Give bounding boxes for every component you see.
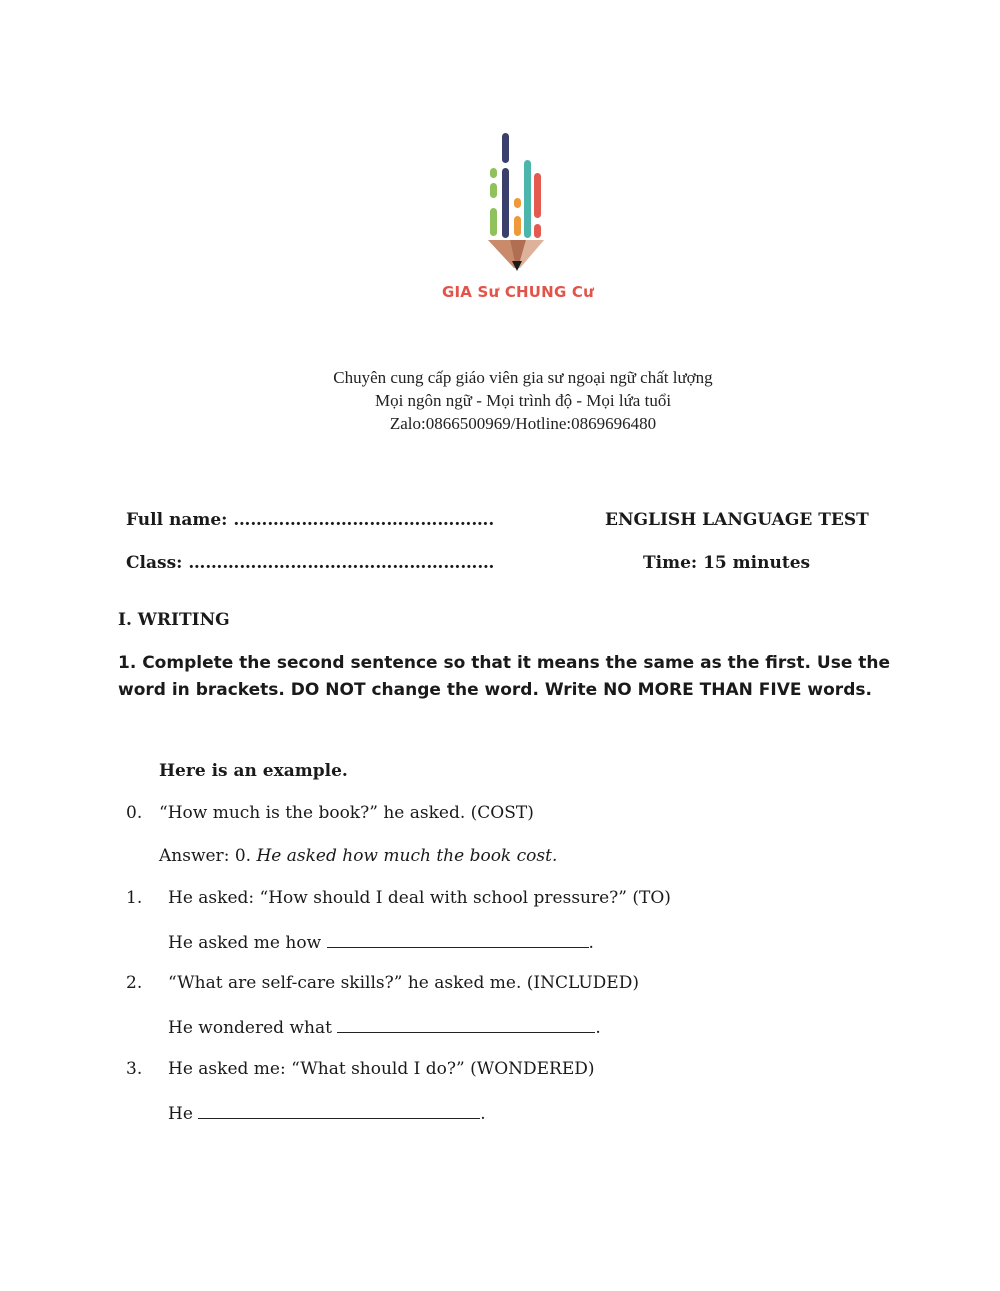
answer-blank-input[interactable]: [327, 931, 589, 948]
test-time: Time: 15 minutes: [643, 553, 811, 573]
class-field: Class: ………………………………………………: [126, 553, 495, 573]
example-answer-prefix: Answer: 0.: [159, 846, 252, 866]
example-number: 0.: [126, 803, 143, 823]
answer-prompt: He asked me how: [168, 933, 322, 953]
answer-end: .: [595, 1018, 601, 1038]
answer-line: [168, 1016, 601, 1038]
pencil-logo-icon: [470, 128, 565, 283]
example-intro: Here is an example.: [159, 761, 348, 781]
brand-logo-text: GIA Sư CHUNG Cư: [442, 283, 594, 301]
answer-end: .: [588, 933, 594, 953]
example-answer-text: He asked how much the book cost.: [256, 846, 558, 866]
section-heading: I. WRITING: [118, 610, 230, 630]
example-answer: [159, 846, 557, 866]
full-name-field: Full name: ……………………………………….: [126, 510, 495, 530]
question-number: 1.: [126, 888, 143, 908]
test-title: ENGLISH LANGUAGE TEST: [605, 510, 869, 530]
answer-prompt: He: [168, 1104, 193, 1124]
example-sentence: “How much is the book?” he asked. (COST): [159, 803, 534, 823]
answer-line: [168, 931, 594, 953]
answer-end: .: [480, 1104, 486, 1124]
answer-line: [168, 1102, 486, 1124]
question-sentence: He asked: “How should I deal with school pressure?” (TO): [168, 888, 671, 908]
tagline-line-1: Chuyên cung cấp giáo viên gia sư ngoại ngữ chất lượng: [333, 368, 713, 387]
answer-blank-input[interactable]: [198, 1102, 480, 1119]
answer-prompt: He wondered what: [168, 1018, 332, 1038]
exercise-instruction: 1. Complete the second sentence so that it means the same as the first. Use the word in brackets. DO NOT change the word. Write NO MORE THAN FIVE words.: [118, 653, 891, 700]
tagline-line-2: Mọi ngôn ngữ - Mọi trình độ - Mọi lứa tuổi: [374, 391, 672, 410]
tagline-contact: Zalo:0866500969/Hotline:0869696480: [389, 414, 657, 433]
question-sentence: He asked me: “What should I do?” (WONDERED): [168, 1059, 595, 1079]
question-sentence: “What are self-care skills?” he asked me. (INCLUDED): [168, 973, 639, 993]
question-number: 3.: [126, 1059, 143, 1079]
answer-blank-input[interactable]: [337, 1016, 595, 1033]
question-number: 2.: [126, 973, 143, 993]
